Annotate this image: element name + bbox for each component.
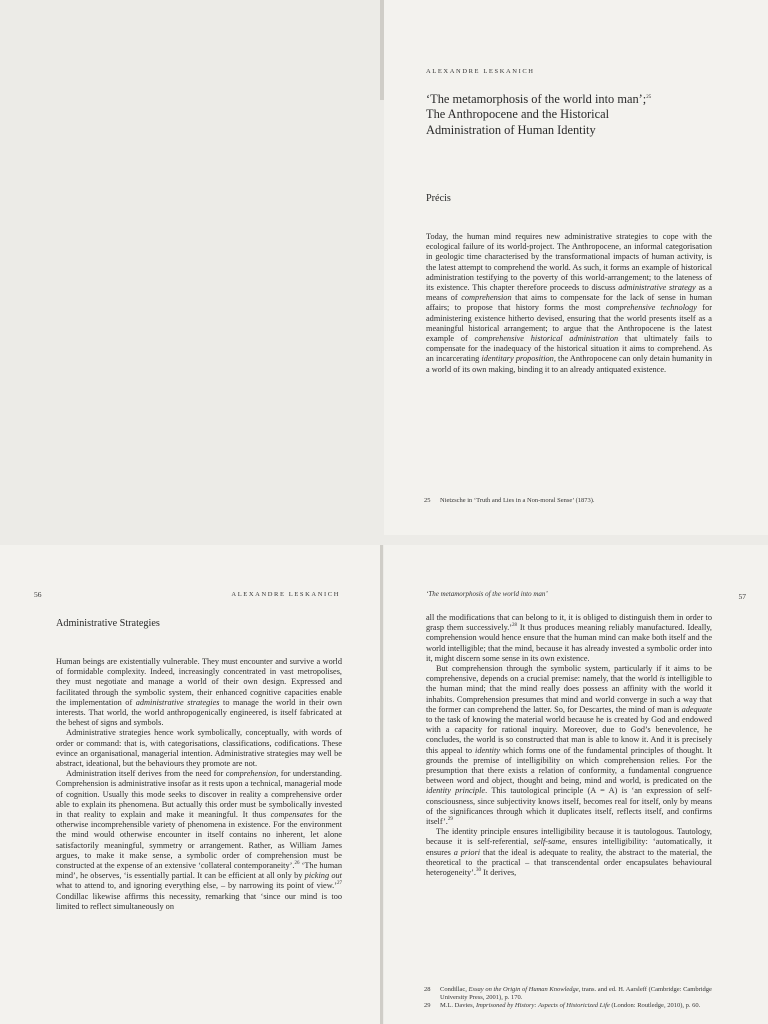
running-head: ‘The metamorphosis of the world into man’ (426, 590, 548, 598)
title-footnote-marker: 25 (646, 94, 652, 100)
paragraph-3: Administration itself derives from the need for comprehension, for understanding. Comprehension is administrative insofar as it rests upon a technical, managerial mode of cognition. Usually this mode seeks to discover in reality a comprehensive order able to explain its phenomena. But actually this order must be symbolically invested in that reality to explain and make it meaningful. It thus compensates for the otherwise incomprehensible variety of phenomena in existence. For the environment the mind would otherwise encounter in itself contains no inherent, let alone satisfactorily meaningful, symmetry or arrangement. Rather, as William James argues, to make it make sense, a symbolic order of comprehension must be constructed at the expense of an extensive ‘collateral contemporaneity’.$^{26}$ ‘The human mind’, he observes, ‘is essentially partial. It can be efficient at all only by picking out what to attend to, and ignoring everything else, – by narrowing its point of view.’$^{27}$ Condillac likewise affirms this necessity, remarking that ‘since our mind is too limited to reflect simultaneously on (56, 769, 342, 911)
page-number: 56 (34, 590, 42, 599)
chapter-title-line-2: The Anthropocene and the Historical (426, 107, 610, 122)
right-page (384, 545, 768, 1024)
page-number: 57 (738, 592, 746, 601)
body-text (56, 657, 342, 912)
running-head: ALEXANDRE LESKANICH (231, 591, 340, 598)
chapter-title-line-3: Administration of Human Identity (426, 122, 596, 137)
running-head: ALEXANDRE LESKANICH (426, 68, 535, 75)
paragraph-2: But comprehension through the symbolic system, particularly if it aims to be comprehensive, depends on a crucial premise: namely, that the world is intelligible to the human mind; that the mind really does possess an affinity with the world it inhabits. Comprehension presumes that mind and world converge in such a way that the former can comprehend the latter. So, for Descartes, the mind of man is adequate to the task of knowing the material world because he is created by God and endowed with a capacity for rational inquiry. Moreover, due to God’s benevolence, he concludes, the world is so constructed that man is able to know it. And it is precisely this appeal to identity which forms one of the fundamental principles of thought. It grounds the premise of intelligibility on which comprehension relies. For the presumption that there exists a relation of conformity, a fundamental congruence between word and object, thought and being, mind and world, is predicated on the identity principle. This tautological principle (A = A) is ‘an expression of self-consciousness, since subjectivity knows itself, becomes real for itself, only by means of the significances through which it duplicates itself, reflects itself, and confirms itself’.$^{29}$ (426, 664, 713, 827)
paragraph-1: all the modifications that can belong to it, it is obliged to distinguish them in order to grasp them successively.’$^{28}$ It thus produces meaning reliably manufactured. Ideally, comprehension would hence ensure that the human mind can make both itself and the world intelligible; that the mind, because it has already invested a symbolic order into it, might discern some sense in its own existence. (426, 613, 712, 663)
paragraph-2: Administrative strategies hence work symbolically, conceptually, with words of order or command: that is, with categorisations, classifications, codifications. These evince an organisational, managerial intention. Administrative strategies may well be abstract, ideational, but the behaviours they promote are not. (56, 728, 342, 769)
paragraph-3: The identity principle ensures intelligibility because it is tautologous. Tautology, because it is self-referential, self-same, ensures intelligibility: ‘automatically, it ensures a priori that the ideal is adequate to reality, the abstract to the material, the theoretical to the practical – that transcendental order encapsulates behavioural heterogeneity’.$^{30}$ It derives, (426, 827, 712, 878)
footnotes (424, 986, 714, 1011)
footnote-29: 29 M.L. Davies, Imprisoned by History: Aspects of Historicized Life (London: Routledge, 2010), p. 60. (424, 1002, 701, 1010)
footnote-text: Nietzsche in ‘Truth and Lies in a Non-moral Sense’ (1873). (440, 497, 595, 504)
footnote-number: 25 (424, 497, 431, 504)
footnote-25 (424, 497, 724, 505)
paragraph-1: Human beings are existentially vulnerable. They must encounter and survive a world of formidable complexity. Indeed, increasingly concentrated in vast metropolises, they must negotiate and manage a world of their own design. Expressed and facilitated through the symbolic system, their enhanced cognitive capacities enable the implementation of administrative strategies to manage the world in their own interests. That world, the world anthropogenically engineered, is itself fabricated at the behest of signs and symbols. (56, 657, 342, 728)
section-heading: Administrative Strategies (56, 618, 160, 629)
chapter-title (426, 92, 746, 138)
left-page (0, 545, 380, 1024)
footnote-28: 28 Condillac, Essay on the Origin of Human Knowledge, trans. and ed. H. Aarsleff (Cambridge: Cambridge University Press, 2001), p. 170. (424, 986, 712, 1002)
precis-heading: Précis (426, 193, 451, 204)
chapter-title-page (384, 0, 768, 535)
precis-paragraph: Today, the human mind requires new administrative strategies to cope with the ecological failure of its world-project. The Anthropocene, an informal categorisation in geologic time characterised by the transformational impacts of human activity, is the latest attempt to comprehend the world. As such, it forms an example of historical administration testifying to the poverty of this world-arrangement; to the lateness of its existence. This chapter therefore proceeds to discuss administrative strategy as a means of comprehension that aims to compensate for the lack of sense in human affairs; to propose that history forms the most comprehensive technology for administering existence hitherto devised, ensuring that the world presents itself as a meaningful historical arrangement; to argue that the Anthropocene is the latest example of comprehensive historical administration that ultimately fails to compensate for the inadequacy of the historical situation it aims to comprehend. As an incarcerating identitary proposition, the Anthropocene can only detain humanity in a world of its own making, binding it to an already antiquated existence. (426, 232, 713, 374)
chapter-title-line-1: ‘The metamorphosis of the world into man’; (426, 92, 647, 106)
body-text (426, 613, 712, 878)
